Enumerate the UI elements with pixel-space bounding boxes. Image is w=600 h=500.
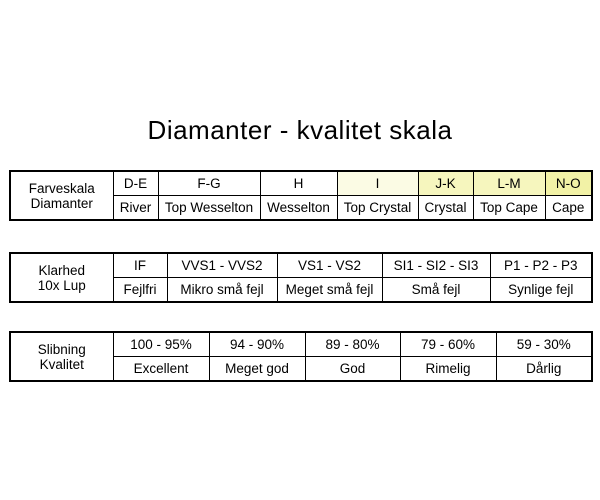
grade-code-cell: D-E [113, 171, 158, 196]
row-label-line: Diamanter [30, 195, 93, 211]
grade-code-cell: H [260, 171, 337, 196]
grade-name-cell: Synlige fejl [490, 278, 592, 303]
grade-name-cell: Meget god [209, 357, 305, 382]
grade-code-cell: VS1 - VS2 [277, 253, 382, 278]
grade-name-cell: Meget små fejl [277, 278, 382, 303]
grade-name-cell: Fejlfri [113, 278, 167, 303]
cut-quality-table [9, 331, 593, 382]
grade-code-cell: F-G [158, 171, 260, 196]
grade-code-cell: 59 - 30% [496, 332, 592, 357]
grade-name-cell: Rimelig [400, 357, 496, 382]
row-label-line: 10x Lup [37, 277, 86, 293]
grade-code-cell: J-K [418, 171, 473, 196]
grade-code-cell: N-O [545, 171, 592, 196]
grade-name-cell: Top Crystal [337, 196, 418, 221]
grade-name-cell: Excellent [113, 357, 209, 382]
grade-code-cell: 79 - 60% [400, 332, 496, 357]
row-label-line: Slibning [37, 341, 86, 357]
grade-code-cell: IF [113, 253, 167, 278]
clarity-row-label [10, 253, 113, 302]
page-title: Diamanter - kvalitet skala [147, 115, 453, 145]
grade-name-cell: Små fejl [382, 278, 490, 303]
grade-code-cell: SI1 - SI2 - SI3 [382, 253, 490, 278]
grade-name-cell: Dårlig [496, 357, 592, 382]
color-scale-row-label [10, 171, 113, 220]
grade-code-cell: P1 - P2 - P3 [490, 253, 592, 278]
row-label-line: Klarhed [38, 262, 86, 278]
grade-code-cell: I [337, 171, 418, 196]
grade-name-cell: Cape [545, 196, 592, 221]
grade-name-cell: River [113, 196, 158, 221]
grade-code-cell: VVS1 - VVS2 [167, 253, 277, 278]
grade-code-cell: 100 - 95% [113, 332, 209, 357]
row-label-line: Farveskala [28, 180, 95, 196]
clarity-table [9, 252, 593, 303]
grade-name-cell: God [305, 357, 400, 382]
grade-code-cell: 89 - 80% [305, 332, 400, 357]
row-label-line: Kvalitet [39, 356, 84, 372]
grade-name-cell: Mikro små fejl [167, 278, 277, 303]
color-scale-table [9, 170, 593, 221]
grade-code-cell: 94 - 90% [209, 332, 305, 357]
grade-name-cell: Top Cape [473, 196, 545, 221]
grade-name-cell: Top Wesselton [158, 196, 260, 221]
grade-name-cell: Wesselton [260, 196, 337, 221]
grade-name-cell: Crystal [418, 196, 473, 221]
grade-code-cell: L-M [473, 171, 545, 196]
cut-row-label [10, 332, 113, 381]
